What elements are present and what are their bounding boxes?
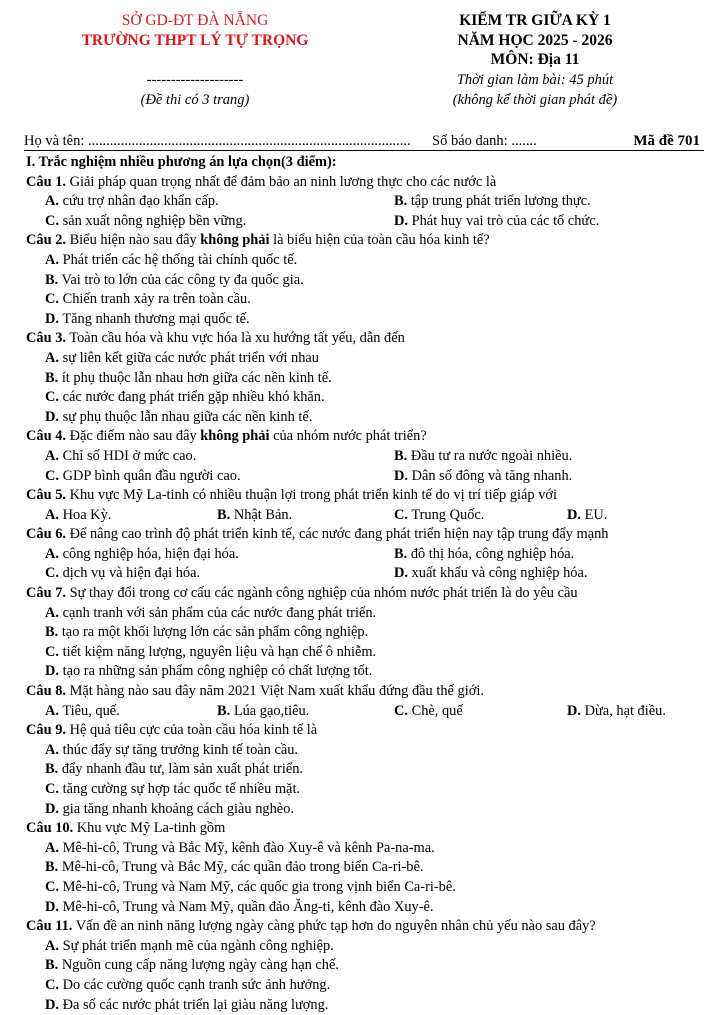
q8-option-d: D. Dừa, hạt điều. xyxy=(567,702,666,719)
q11-option-c: C. Do các cường quốc cạnh tranh sức ảnh hưởng. xyxy=(45,976,331,993)
q10-option-c: C. Mê-hi-cô, Trung và Nam Mỹ, các quốc gia trong vịnh biển Ca-ri-bê. xyxy=(45,878,456,895)
q1-option-c: C. sản xuất nông nghiệp bền vững. xyxy=(45,212,247,229)
time-note: (không kể thời gian phát đề) xyxy=(452,92,618,108)
q11-option-b: B. Nguồn cung cấp năng lượng ngày càng hạn chế. xyxy=(45,957,339,974)
question-6: Câu 6. Để nâng cao trình độ phát triển kinh tế, các nước đang phát triển hiện nay tập trung đẩy mạnh xyxy=(26,526,609,543)
q8-option-b: B. Lúa gạo,tiêu. xyxy=(217,702,310,719)
q9-option-b: B. đẩy nhanh đầu tư, làm sản xuất phát triển. xyxy=(45,761,303,778)
q8-option-a: A. Tiêu, quế. xyxy=(45,702,120,719)
q4-option-d: D. Dân số đông và tăng nhanh. xyxy=(394,467,573,484)
student-id-field: Số báo danh: ....... xyxy=(432,133,537,149)
q2-option-a: A. Phát triển các hệ thống tài chính quốc tế. xyxy=(45,251,298,268)
q11-option-a: A. Sự phát triển mạnh mẽ của ngành công nghiệp. xyxy=(45,937,334,954)
q7-option-a: A. cạnh tranh với sản phẩm của các nước đang phát triển. xyxy=(45,604,377,621)
exam-code: Mã đề 701 xyxy=(633,133,700,149)
q3-option-d: D. sự phụ thuộc lẫn nhau giữa các nền kinh tế. xyxy=(45,408,313,425)
q5-option-c: C. Trung Quốc. xyxy=(394,506,485,523)
q9-option-c: C. tăng cường sự hợp tác quốc tế nhiều mặt. xyxy=(45,781,301,797)
q4-option-a: A. Chỉ số HDI ở mức cao. xyxy=(45,447,197,464)
question-8: Câu 8. Mặt hàng nào sau đây năm 2021 Việt Nam xuất khẩu đứng đầu thế giới. xyxy=(26,683,484,700)
question-11: Câu 11. Vấn đề an ninh năng lượng ngày càng phức tạp hơn do nguyên nhân chủ yếu nào sau đây? xyxy=(26,918,596,935)
q2-option-d: D. Tăng nhanh thương mại quốc tế. xyxy=(45,310,250,327)
q6-option-a: A. công nghiệp hóa, hiện đại hóa. xyxy=(45,545,239,562)
department-name: SỞ GD-ĐT ĐÀ NẴNG xyxy=(121,12,269,29)
exam-header xyxy=(0,10,716,110)
q2-option-b: B. Vai trò to lớn của các công ty đa quốc gia. xyxy=(45,271,304,288)
q2-option-c: C. Chiến tranh xảy ra trên toàn cầu. xyxy=(45,291,251,308)
q5-option-d: D. EU. xyxy=(567,506,608,523)
q11-option-d: D. Đa số các nước phát triển lại giàu năng lượng. xyxy=(45,996,329,1013)
q7-option-c: C. tiết kiệm năng lượng, nguyên liệu và hạn chế ô nhiễm. xyxy=(45,643,377,660)
q5-option-b: B. Nhật Bản. xyxy=(217,506,293,523)
pages-note: (Đề thi có 3 trang) xyxy=(140,92,250,108)
name-field: Họ và tên: ......................................................................................... xyxy=(24,133,411,149)
q1-option-d: D. Phát huy vai trò của các tổ chức. xyxy=(394,212,600,229)
question-10: Câu 10. Khu vực Mỹ La-tinh gồm xyxy=(26,820,226,837)
q6-option-d: D. xuất khẩu và công nghiệp hóa. xyxy=(394,565,588,582)
question-5: Câu 5. Khu vực Mỹ La-tinh có nhiều thuận lợi trong phát triển kinh tế do vị trí tiếp giáp với xyxy=(26,487,558,504)
q8-option-c: C. Chè, quế xyxy=(394,702,463,719)
q10-option-d: D. Mê-hi-cô, Trung và Nam Mỹ, quần đảo Ăng-ti, kênh đào Xuy-ê. xyxy=(45,898,434,915)
q6-option-b: B. đô thị hóa, công nghiệp hóa. xyxy=(394,545,575,562)
header-rule xyxy=(24,150,704,151)
q9-option-d: D. gia tăng nhanh khoảng cách giàu nghèo. xyxy=(45,800,294,817)
q5-option-a: A. Hoa Kỳ. xyxy=(45,506,112,523)
q6-option-c: C. dịch vụ và hiện đại hóa. xyxy=(45,565,201,582)
q4-option-b: B. Đầu tư ra nước ngoài nhiều. xyxy=(394,447,573,464)
exam-title: KIỂM TR GIỮA KỲ 1 xyxy=(459,12,611,29)
q1-option-b: B. tập trung phát triển lương thực. xyxy=(394,193,591,210)
q3-option-a: A. sự liên kết giữa các nước phát triển với nhau xyxy=(45,349,320,366)
q3-option-b: B. ít phụ thuộc lẫn nhau hơn giữa các nền kinh tế. xyxy=(45,369,332,386)
q4-option-c: C. GDP bình quân đầu người cao. xyxy=(45,467,241,484)
q10-option-b: B. Mê-hi-cô, Trung và Bắc Mỹ, các quần đảo trong biển Ca-ri-bê. xyxy=(45,859,424,876)
question-3: Câu 3. Toàn cầu hóa và khu vực hóa là xu hướng tất yếu, dẫn đến xyxy=(26,330,405,347)
question-7: Câu 7. Sự thay đổi trong cơ cấu các ngành công nghiệp của nhóm nước phát triển là do yêu cầu xyxy=(26,585,578,602)
question-2: Câu 2. Biểu hiện nào sau đây không phải là biểu hiện của toàn cầu hóa kinh tế? xyxy=(26,232,490,249)
subject: MÔN: Địa 11 xyxy=(490,51,580,68)
question-1: Câu 1. Giải pháp quan trọng nhất để đảm bảo an ninh lương thực cho các nước là xyxy=(26,173,497,190)
q10-option-a: A. Mê-hi-cô, Trung và Bắc Mỹ, kênh đào Xuy-ê và kênh Pa-na-ma. xyxy=(45,839,435,856)
section-title: I. Trắc nghiệm nhiều phương án lựa chọn(3 điểm): xyxy=(26,154,337,170)
school-name: TRƯỜNG THPT LÝ TỰ TRỌNG xyxy=(81,32,309,49)
q7-option-d: D. tạo ra những sản phẩm công nghiệp có chất lượng tốt. xyxy=(45,663,373,680)
header-divider: -------------------- xyxy=(146,72,244,88)
exam-content xyxy=(26,153,706,1015)
q1-option-a: A. cứu trợ nhân đạo khẩn cấp. xyxy=(45,193,219,210)
question-4: Câu 4. Đặc điểm nào sau đây không phải của nhóm nước phát triển? xyxy=(26,428,427,445)
q7-option-b: B. tạo ra một khối lượng lớn các sản phẩm công nghiệp. xyxy=(45,624,369,641)
question-9: Câu 9. Hệ quả tiêu cực của toàn cầu hóa kinh tế là xyxy=(26,722,318,739)
q3-option-c: C. các nước đang phát triển gặp nhiều khó khăn. xyxy=(45,389,325,406)
time-limit: Thời gian làm bài: 45 phút xyxy=(456,72,614,88)
school-year: NĂM HỌC 2025 - 2026 xyxy=(457,32,613,49)
q9-option-a: A. thúc đẩy sự tăng trưởng kinh tế toàn cầu. xyxy=(45,741,299,758)
